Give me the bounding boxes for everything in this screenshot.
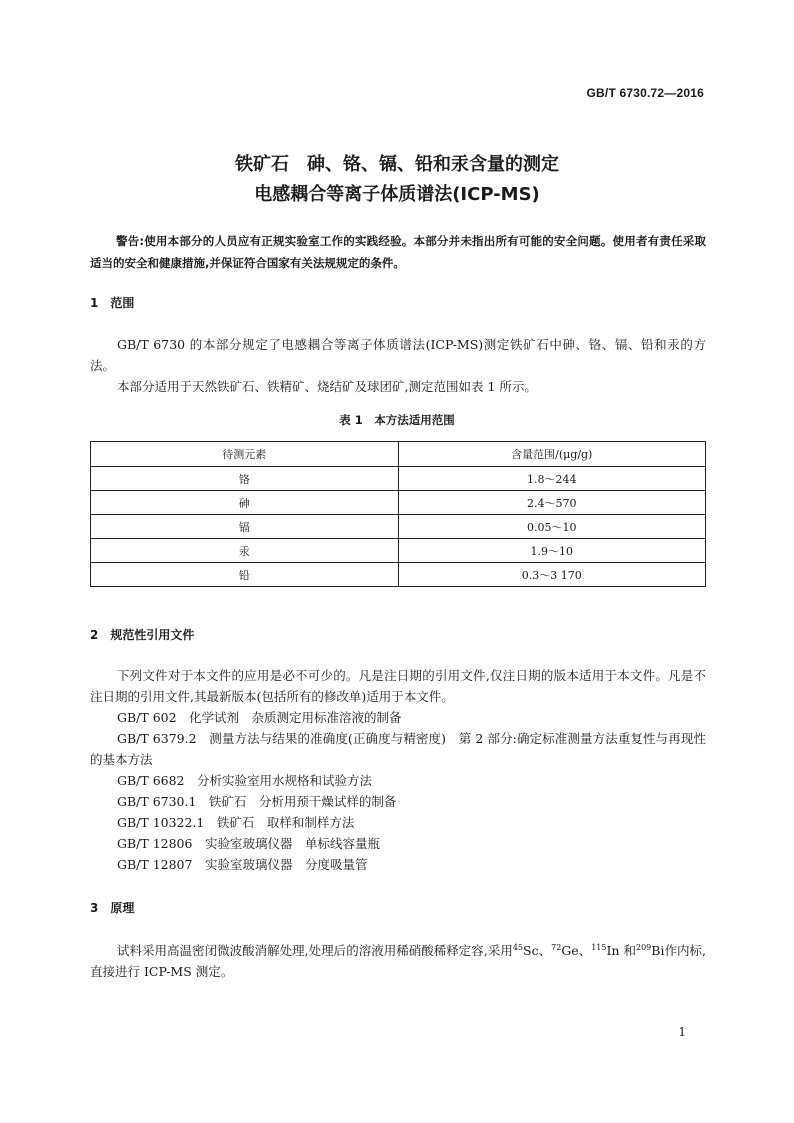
document-title <box>0 150 794 210</box>
reference-item: GB/T 12806 实验室玻璃仪器 单标线容量瓶 <box>117 836 380 851</box>
isotope-element: Ge、 <box>561 943 592 959</box>
table-header-element: 待测元素 <box>91 442 399 467</box>
reference-item: GB/T 12807 实验室玻璃仪器 分度吸量管 <box>117 857 368 872</box>
table-1-caption: 表 1 本方法适用范围 <box>339 413 455 427</box>
table-row <box>91 539 706 563</box>
section-3-heading: 3 原理 <box>90 901 135 915</box>
table-header-row <box>91 442 706 467</box>
table-cell-range: 1.9～10 <box>398 539 706 563</box>
isotope-element: Bi <box>651 943 665 959</box>
isotope-element: In 和 <box>606 943 636 959</box>
table-cell-range: 2.4～570 <box>398 491 706 515</box>
principle-text-start: 试料采用高温密闭微波酸消解处理,处理后的溶液用稀硝酸稀释定容,采用 <box>117 943 513 959</box>
table-cell-element: 砷 <box>91 491 399 515</box>
reference-item: GB/T 6730.1 铁矿石 分析用预干燥试样的制备 <box>117 794 397 809</box>
isotope-mass-number: 45 <box>512 943 524 952</box>
table-row <box>91 563 706 587</box>
section-3-paragraph <box>90 937 706 982</box>
table-cell-element: 铅 <box>91 563 399 587</box>
table-cell-element: 镉 <box>91 515 399 539</box>
section-1-paragraph-2: 本部分适用于天然铁矿石、铁精矿、烧结矿及球团矿,测定范围如表 1 所示。 <box>117 379 537 394</box>
isotope-mass-number: 209 <box>636 943 652 952</box>
section-2-intro: 下列文件对于本文件的应用是必不可少的。凡是注日期的引用文件,仅注日期的版本适用于本文件。凡是不注日期的引用文件,其最新版本(包括所有的修改单)适用于本文件。 <box>90 668 706 704</box>
scope-table <box>90 441 706 587</box>
isotope-element: Sc、 <box>523 943 552 959</box>
reference-item: GB/T 602 化学试剂 杂质测定用标准溶液的制备 <box>117 710 402 725</box>
table-row <box>91 515 706 539</box>
table-cell-element: 汞 <box>91 539 399 563</box>
standard-code: GB/T 6730.72—2016 <box>586 86 704 100</box>
table-cell-range: 1.8～244 <box>398 467 706 491</box>
reference-item: GB/T 6682 分析实验室用水规格和试验方法 <box>117 773 373 788</box>
table-row <box>91 491 706 515</box>
table-cell-range: 0.05～10 <box>398 515 706 539</box>
table-row <box>91 467 706 491</box>
title-line-1: 铁矿石 砷、铬、镉、铅和汞含量的测定 <box>235 154 559 175</box>
isotope-mass-number: 72 <box>551 943 562 952</box>
section-1-heading: 1 范围 <box>90 296 135 310</box>
table-cell-element: 铬 <box>91 467 399 491</box>
principle-text-end: 作内标,直接进行 ICP-MS 测定。 <box>90 943 706 980</box>
section-1-paragraph-1: GB/T 6730 的本部分规定了电感耦合等离子体质谱法(ICP-MS)测定铁矿石中砷、铬、镉、铅和汞的方法。 <box>90 337 706 373</box>
table-header-range: 含量范围/(μg/g) <box>398 442 706 467</box>
table-cell-range: 0.3～3 170 <box>398 563 706 587</box>
safety-warning: 警告:使用本部分的人员应有正规实验室工作的实践经验。本部分并未指出所有可能的安全问题。使用者有责任采取适当的安全和健康措施,并保证符合国家有关法规规定的条件。 <box>90 234 706 270</box>
isotope-mass-number: 115 <box>591 943 607 952</box>
reference-item: GB/T 10322.1 铁矿石 取样和制样方法 <box>117 815 355 830</box>
title-line-2: 电感耦合等离子体质谱法(ICP-MS) <box>254 184 540 205</box>
reference-item: GB/T 6379.2 测量方法与结果的准确度(正确度与精密度) 第 2 部分:确定标准测量方法重复性与再现性的基本方法 <box>90 731 706 767</box>
page-number: 1 <box>678 1025 686 1039</box>
section-2-heading: 2 规范性引用文件 <box>90 628 195 642</box>
